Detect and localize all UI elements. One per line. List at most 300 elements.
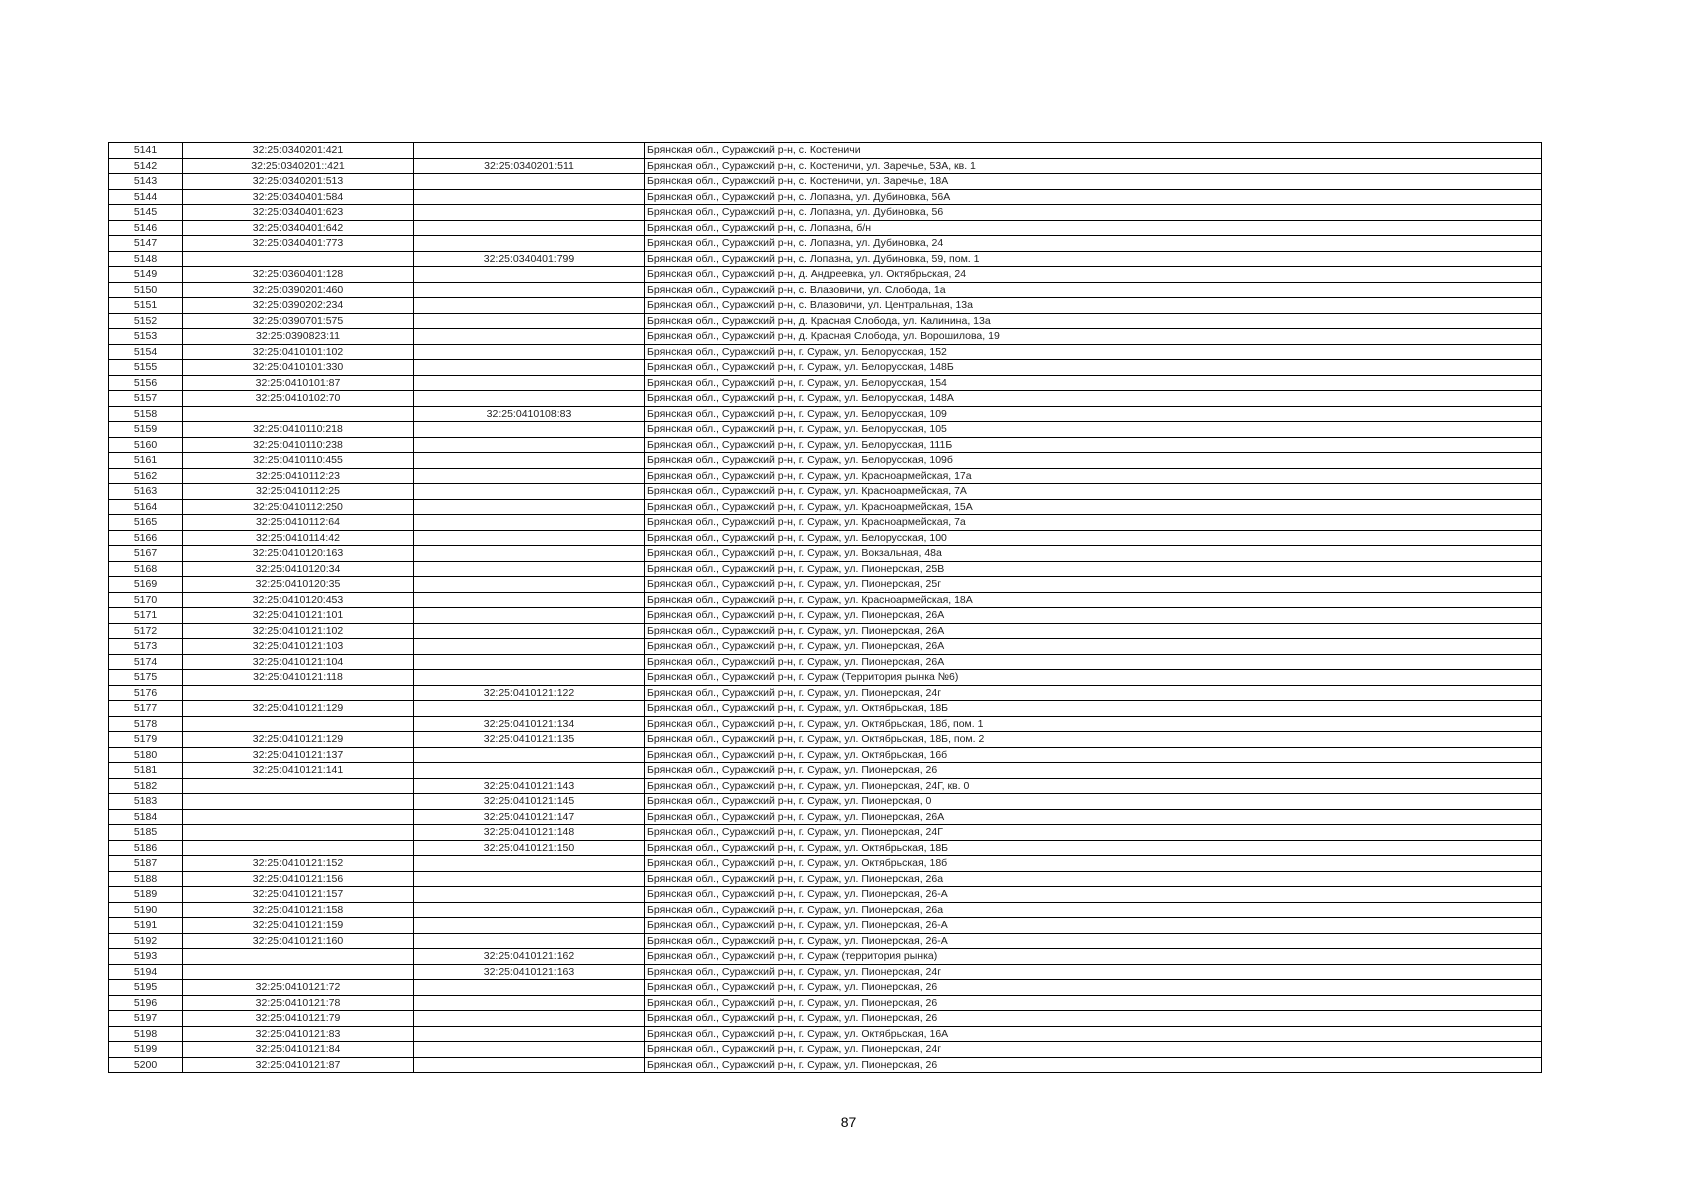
- address-cell: Брянская обл., Суражский р-н, г. Сураж, ул. Пионерская, 26-А: [645, 933, 1542, 949]
- row-number-cell: 5160: [109, 437, 183, 453]
- cadastral-number-cell: [183, 949, 414, 965]
- related-cadastral-number-cell: [414, 143, 645, 159]
- related-cadastral-number-cell: [414, 236, 645, 252]
- cadastral-number-cell: [183, 794, 414, 810]
- cadastral-number-cell: 32:25:0410112:23: [183, 468, 414, 484]
- cadastral-number-cell: 32:25:0410121:129: [183, 732, 414, 748]
- address-cell: Брянская обл., Суражский р-н, с. Лопазна, б/н: [645, 220, 1542, 236]
- row-number-cell: 5183: [109, 794, 183, 810]
- cadastral-number-cell: [183, 406, 414, 422]
- table-row: [109, 794, 1542, 810]
- related-cadastral-number-cell: [414, 329, 645, 345]
- table-row: [109, 1042, 1542, 1058]
- table-row: [109, 685, 1542, 701]
- cadastral-number-cell: 32:25:0410121:101: [183, 608, 414, 624]
- row-number-cell: 5141: [109, 143, 183, 159]
- row-number-cell: 5152: [109, 313, 183, 329]
- row-number-cell: 5158: [109, 406, 183, 422]
- table-row: [109, 918, 1542, 934]
- related-cadastral-number-cell: [414, 189, 645, 205]
- table-row: [109, 856, 1542, 872]
- related-cadastral-number-cell: [414, 530, 645, 546]
- cadastral-number-cell: 32:25:0410121:160: [183, 933, 414, 949]
- related-cadastral-number-cell: [414, 360, 645, 376]
- table-row: [109, 468, 1542, 484]
- cadastral-number-cell: [183, 716, 414, 732]
- cadastral-number-cell: 32:25:0410120:35: [183, 577, 414, 593]
- address-cell: Брянская обл., Суражский р-н, г. Сураж, ул. Вокзальная, 48а: [645, 546, 1542, 562]
- address-cell: Брянская обл., Суражский р-н, г. Сураж, ул. Белорусская, 105: [645, 422, 1542, 438]
- related-cadastral-number-cell: 32:25:0410121:143: [414, 778, 645, 794]
- row-number-cell: 5173: [109, 639, 183, 655]
- row-number-cell: 5147: [109, 236, 183, 252]
- cadastral-number-cell: 32:25:0410121:141: [183, 763, 414, 779]
- cadastral-number-cell: 32:25:0340201:513: [183, 174, 414, 190]
- address-cell: Брянская обл., Суражский р-н, г. Сураж, ул. Октябрьская, 16б: [645, 747, 1542, 763]
- table-row: [109, 592, 1542, 608]
- row-number-cell: 5162: [109, 468, 183, 484]
- address-cell: Брянская обл., Суражский р-н, г. Сураж, ул. Красноармейская, 17а: [645, 468, 1542, 484]
- table-row: [109, 515, 1542, 531]
- row-number-cell: 5191: [109, 918, 183, 934]
- table-row: [109, 949, 1542, 965]
- cadastral-number-cell: 32:25:0410102:70: [183, 391, 414, 407]
- address-cell: Брянская обл., Суражский р-н, г. Сураж, ул. Белорусская, 111Б: [645, 437, 1542, 453]
- table-row: [109, 236, 1542, 252]
- cadastral-number-cell: 32:25:0410121:78: [183, 995, 414, 1011]
- row-number-cell: 5200: [109, 1057, 183, 1073]
- row-number-cell: 5157: [109, 391, 183, 407]
- related-cadastral-number-cell: 32:25:0340401:799: [414, 251, 645, 267]
- address-cell: Брянская обл., Суражский р-н, г. Сураж, ул. Белорусская, 152: [645, 344, 1542, 360]
- cadastral-number-cell: 32:25:0390823:11: [183, 329, 414, 345]
- cadastral-number-cell: 32:25:0360401:128: [183, 267, 414, 283]
- related-cadastral-number-cell: 32:25:0410121:148: [414, 825, 645, 841]
- address-cell: Брянская обл., Суражский р-н, г. Сураж, ул. Белорусская, 148А: [645, 391, 1542, 407]
- address-cell: Брянская обл., Суражский р-н, г. Сураж, ул. Октябрьская, 18б: [645, 856, 1542, 872]
- cadastral-number-cell: 32:25:0410121:152: [183, 856, 414, 872]
- cadastral-number-cell: 32:25:0410121:83: [183, 1026, 414, 1042]
- table-row: [109, 1057, 1542, 1073]
- table-row: [109, 887, 1542, 903]
- table-row: [109, 158, 1542, 174]
- row-number-cell: 5185: [109, 825, 183, 841]
- cadastral-number-cell: 32:25:0390701:575: [183, 313, 414, 329]
- row-number-cell: 5166: [109, 530, 183, 546]
- related-cadastral-number-cell: [414, 902, 645, 918]
- address-cell: Брянская обл., Суражский р-н, г. Сураж, ул. Красноармейская, 18А: [645, 592, 1542, 608]
- related-cadastral-number-cell: [414, 654, 645, 670]
- address-cell: Брянская обл., Суражский р-н, г. Сураж, ул. Пионерская, 24Г: [645, 825, 1542, 841]
- cadastral-number-cell: 32:25:0410112:25: [183, 484, 414, 500]
- row-number-cell: 5184: [109, 809, 183, 825]
- address-cell: Брянская обл., Суражский р-н, г. Сураж, ул. Пионерская, 26: [645, 1011, 1542, 1027]
- table-row: [109, 391, 1542, 407]
- cadastral-number-cell: 32:25:0340401:584: [183, 189, 414, 205]
- table-row: [109, 406, 1542, 422]
- related-cadastral-number-cell: [414, 1042, 645, 1058]
- table-row: [109, 840, 1542, 856]
- cadastral-number-cell: 32:25:0410120:34: [183, 561, 414, 577]
- address-cell: Брянская обл., Суражский р-н, г. Сураж, ул. Белорусская, 100: [645, 530, 1542, 546]
- related-cadastral-number-cell: [414, 267, 645, 283]
- row-number-cell: 5181: [109, 763, 183, 779]
- table-row: [109, 732, 1542, 748]
- row-number-cell: 5164: [109, 499, 183, 515]
- address-cell: Брянская обл., Суражский р-н, с. Лопазна, ул. Дубиновка, 56А: [645, 189, 1542, 205]
- related-cadastral-number-cell: [414, 375, 645, 391]
- address-cell: Брянская обл., Суражский р-н, г. Сураж, ул. Пионерская, 26А: [645, 654, 1542, 670]
- related-cadastral-number-cell: [414, 313, 645, 329]
- related-cadastral-number-cell: [414, 623, 645, 639]
- table-row: [109, 577, 1542, 593]
- row-number-cell: 5174: [109, 654, 183, 670]
- row-number-cell: 5180: [109, 747, 183, 763]
- row-number-cell: 5169: [109, 577, 183, 593]
- address-cell: Брянская обл., Суражский р-н, г. Сураж, ул. Белорусская, 109б: [645, 453, 1542, 469]
- address-cell: Брянская обл., Суражский р-н, с. Лопазна, ул. Дубиновка, 24: [645, 236, 1542, 252]
- table-row: [109, 453, 1542, 469]
- address-cell: Брянская обл., Суражский р-н, д. Красная Слобода, ул. Калинина, 13а: [645, 313, 1542, 329]
- cadastral-number-cell: [183, 685, 414, 701]
- row-number-cell: 5149: [109, 267, 183, 283]
- related-cadastral-number-cell: [414, 577, 645, 593]
- address-cell: Брянская обл., Суражский р-н, с. Костеничи, ул. Заречье, 53А, кв. 1: [645, 158, 1542, 174]
- related-cadastral-number-cell: [414, 561, 645, 577]
- related-cadastral-number-cell: [414, 1011, 645, 1027]
- row-number-cell: 5145: [109, 205, 183, 221]
- address-cell: Брянская обл., Суражский р-н, с. Костеничи, ул. Заречье, 18А: [645, 174, 1542, 190]
- table-row: [109, 360, 1542, 376]
- row-number-cell: 5176: [109, 685, 183, 701]
- address-cell: Брянская обл., Суражский р-н, г. Сураж, ул. Октябрьская, 18б, пом. 1: [645, 716, 1542, 732]
- cadastral-number-cell: 32:25:0410121:104: [183, 654, 414, 670]
- cadastral-number-cell: 32:25:0410110:218: [183, 422, 414, 438]
- row-number-cell: 5143: [109, 174, 183, 190]
- table-row: [109, 825, 1542, 841]
- related-cadastral-number-cell: 32:25:0340201:511: [414, 158, 645, 174]
- address-cell: Брянская обл., Суражский р-н, г. Сураж, ул. Октябрьская, 16А: [645, 1026, 1542, 1042]
- related-cadastral-number-cell: [414, 1026, 645, 1042]
- related-cadastral-number-cell: [414, 980, 645, 996]
- row-number-cell: 5196: [109, 995, 183, 1011]
- cadastral-number-cell: 32:25:0410112:250: [183, 499, 414, 515]
- table-row: [109, 561, 1542, 577]
- table-row: [109, 499, 1542, 515]
- table-row: [109, 298, 1542, 314]
- address-cell: Брянская обл., Суражский р-н, г. Сураж, ул. Пионерская, 26-А: [645, 918, 1542, 934]
- row-number-cell: 5197: [109, 1011, 183, 1027]
- related-cadastral-number-cell: [414, 933, 645, 949]
- address-cell: Брянская обл., Суражский р-н, г. Сураж, ул. Пионерская, 24г: [645, 1042, 1542, 1058]
- table-row: [109, 251, 1542, 267]
- related-cadastral-number-cell: 32:25:0410121:163: [414, 964, 645, 980]
- row-number-cell: 5193: [109, 949, 183, 965]
- table-row: [109, 964, 1542, 980]
- cadastral-number-cell: 32:25:0410110:455: [183, 453, 414, 469]
- address-cell: Брянская обл., Суражский р-н, г. Сураж, ул. Пионерская, 25г: [645, 577, 1542, 593]
- row-number-cell: 5199: [109, 1042, 183, 1058]
- address-cell: Брянская обл., Суражский р-н, г. Сураж (территория рынка): [645, 949, 1542, 965]
- related-cadastral-number-cell: [414, 484, 645, 500]
- cadastral-number-cell: [183, 778, 414, 794]
- address-cell: Брянская обл., Суражский р-н, г. Сураж, ул. Октябрьская, 18Б: [645, 840, 1542, 856]
- row-number-cell: 5187: [109, 856, 183, 872]
- cadastral-number-cell: 32:25:0410121:118: [183, 670, 414, 686]
- address-cell: Брянская обл., Суражский р-н, д. Андреевка, ул. Октябрьская, 24: [645, 267, 1542, 283]
- address-cell: Брянская обл., Суражский р-н, г. Сураж, ул. Пионерская, 26А: [645, 809, 1542, 825]
- address-cell: Брянская обл., Суражский р-н, г. Сураж, ул. Пионерская, 26А: [645, 639, 1542, 655]
- cadastral-number-cell: 32:25:0410114:42: [183, 530, 414, 546]
- row-number-cell: 5178: [109, 716, 183, 732]
- address-cell: Брянская обл., Суражский р-н, г. Сураж, ул. Белорусская, 148Б: [645, 360, 1542, 376]
- cadastral-number-cell: 32:25:0410121:79: [183, 1011, 414, 1027]
- row-number-cell: 5170: [109, 592, 183, 608]
- address-cell: Брянская обл., Суражский р-н, г. Сураж, ул. Пионерская, 26-А: [645, 887, 1542, 903]
- address-cell: Брянская обл., Суражский р-н, г. Сураж, ул. Пионерская, 26а: [645, 871, 1542, 887]
- related-cadastral-number-cell: [414, 220, 645, 236]
- row-number-cell: 5198: [109, 1026, 183, 1042]
- table-row: [109, 484, 1542, 500]
- cadastral-number-cell: 32:25:0410121:72: [183, 980, 414, 996]
- registry-table: [108, 142, 1542, 1073]
- address-cell: Брянская обл., Суражский р-н, г. Сураж, ул. Октябрьская, 18Б: [645, 701, 1542, 717]
- related-cadastral-number-cell: [414, 174, 645, 190]
- table-row: [109, 282, 1542, 298]
- cadastral-number-cell: [183, 825, 414, 841]
- related-cadastral-number-cell: 32:25:0410121:145: [414, 794, 645, 810]
- row-number-cell: 5179: [109, 732, 183, 748]
- cadastral-number-cell: 32:25:0410121:157: [183, 887, 414, 903]
- cadastral-number-cell: 32:25:0410120:163: [183, 546, 414, 562]
- row-number-cell: 5188: [109, 871, 183, 887]
- table-row: [109, 143, 1542, 159]
- address-cell: Брянская обл., Суражский р-н, д. Красная Слобода, ул. Ворошилова, 19: [645, 329, 1542, 345]
- cadastral-number-cell: [183, 964, 414, 980]
- address-cell: Брянская обл., Суражский р-н, г. Сураж, ул. Пионерская, 26: [645, 1057, 1542, 1073]
- row-number-cell: 5150: [109, 282, 183, 298]
- row-number-cell: 5175: [109, 670, 183, 686]
- table-row: [109, 871, 1542, 887]
- address-cell: Брянская обл., Суражский р-н, г. Сураж, ул. Пионерская, 26: [645, 980, 1542, 996]
- table-row: [109, 437, 1542, 453]
- table-row: [109, 778, 1542, 794]
- cadastral-number-cell: [183, 809, 414, 825]
- row-number-cell: 5163: [109, 484, 183, 500]
- row-number-cell: 5153: [109, 329, 183, 345]
- row-number-cell: 5189: [109, 887, 183, 903]
- table-row: [109, 189, 1542, 205]
- related-cadastral-number-cell: [414, 701, 645, 717]
- table-row: [109, 375, 1542, 391]
- table-row: [109, 654, 1542, 670]
- cadastral-number-cell: 32:25:0340401:773: [183, 236, 414, 252]
- related-cadastral-number-cell: [414, 856, 645, 872]
- address-cell: Брянская обл., Суражский р-н, г. Сураж, ул. Пионерская, 26А: [645, 623, 1542, 639]
- related-cadastral-number-cell: 32:25:0410121:134: [414, 716, 645, 732]
- related-cadastral-number-cell: [414, 499, 645, 515]
- related-cadastral-number-cell: [414, 515, 645, 531]
- row-number-cell: 5148: [109, 251, 183, 267]
- table-row: [109, 1011, 1542, 1027]
- cadastral-number-cell: [183, 251, 414, 267]
- related-cadastral-number-cell: [414, 592, 645, 608]
- row-number-cell: 5182: [109, 778, 183, 794]
- table-row: [109, 174, 1542, 190]
- row-number-cell: 5194: [109, 964, 183, 980]
- related-cadastral-number-cell: [414, 608, 645, 624]
- row-number-cell: 5165: [109, 515, 183, 531]
- cadastral-number-cell: 32:25:0390201:460: [183, 282, 414, 298]
- row-number-cell: 5192: [109, 933, 183, 949]
- address-cell: Брянская обл., Суражский р-н, г. Сураж, ул. Пионерская, 26а: [645, 902, 1542, 918]
- cadastral-number-cell: 32:25:0410121:156: [183, 871, 414, 887]
- related-cadastral-number-cell: [414, 468, 645, 484]
- related-cadastral-number-cell: 32:25:0410121:135: [414, 732, 645, 748]
- table-row: [109, 809, 1542, 825]
- table-row: [109, 313, 1542, 329]
- related-cadastral-number-cell: [414, 298, 645, 314]
- address-cell: Брянская обл., Суражский р-н, г. Сураж, ул. Пионерская, 0: [645, 794, 1542, 810]
- address-cell: Брянская обл., Суражский р-н, г. Сураж, ул. Пионерская, 26: [645, 763, 1542, 779]
- cadastral-number-cell: 32:25:0340201::421: [183, 158, 414, 174]
- table-row: [109, 608, 1542, 624]
- row-number-cell: 5195: [109, 980, 183, 996]
- cadastral-number-cell: 32:25:0410121:129: [183, 701, 414, 717]
- row-number-cell: 5168: [109, 561, 183, 577]
- address-cell: Брянская обл., Суражский р-н, с. Лопазна, ул. Дубиновка, 59, пом. 1: [645, 251, 1542, 267]
- cadastral-number-cell: 32:25:0410121:87: [183, 1057, 414, 1073]
- address-cell: Брянская обл., Суражский р-н, с. Влазовичи, ул. Центральная, 13а: [645, 298, 1542, 314]
- address-cell: Брянская обл., Суражский р-н, с. Костеничи: [645, 143, 1542, 159]
- related-cadastral-number-cell: [414, 763, 645, 779]
- related-cadastral-number-cell: 32:25:0410121:147: [414, 809, 645, 825]
- table-row: [109, 267, 1542, 283]
- cadastral-number-cell: 32:25:0410121:137: [183, 747, 414, 763]
- cadastral-number-cell: 32:25:0410121:102: [183, 623, 414, 639]
- table-row: [109, 933, 1542, 949]
- related-cadastral-number-cell: [414, 995, 645, 1011]
- row-number-cell: 5167: [109, 546, 183, 562]
- address-cell: Брянская обл., Суражский р-н, г. Сураж, ул. Пионерская, 24г: [645, 685, 1542, 701]
- cadastral-number-cell: 32:25:0410112:64: [183, 515, 414, 531]
- related-cadastral-number-cell: 32:25:0410121:162: [414, 949, 645, 965]
- cadastral-number-cell: 32:25:0340401:623: [183, 205, 414, 221]
- address-cell: Брянская обл., Суражский р-н, г. Сураж (Территория рынка №6): [645, 670, 1542, 686]
- related-cadastral-number-cell: [414, 437, 645, 453]
- row-number-cell: 5142: [109, 158, 183, 174]
- row-number-cell: 5186: [109, 840, 183, 856]
- address-cell: Брянская обл., Суражский р-н, г. Сураж, ул. Пионерская, 25В: [645, 561, 1542, 577]
- cadastral-number-cell: 32:25:0410121:159: [183, 918, 414, 934]
- table-row: [109, 995, 1542, 1011]
- table-row: [109, 530, 1542, 546]
- cadastral-number-cell: [183, 840, 414, 856]
- row-number-cell: 5190: [109, 902, 183, 918]
- table-row: [109, 639, 1542, 655]
- address-cell: Брянская обл., Суражский р-н, г. Сураж, ул. Пионерская, 24Г, кв. 0: [645, 778, 1542, 794]
- table-row: [109, 220, 1542, 236]
- address-cell: Брянская обл., Суражский р-н, г. Сураж, ул. Красноармейская, 7а: [645, 515, 1542, 531]
- cadastral-number-cell: 32:25:0340201:421: [183, 143, 414, 159]
- address-cell: Брянская обл., Суражский р-н, г. Сураж, ул. Белорусская, 154: [645, 375, 1542, 391]
- address-cell: Брянская обл., Суражский р-н, г. Сураж, ул. Пионерская, 26: [645, 995, 1542, 1011]
- related-cadastral-number-cell: [414, 871, 645, 887]
- related-cadastral-number-cell: 32:25:0410121:150: [414, 840, 645, 856]
- registry-rows: [109, 143, 1542, 1073]
- related-cadastral-number-cell: [414, 639, 645, 655]
- table-row: [109, 763, 1542, 779]
- row-number-cell: 5151: [109, 298, 183, 314]
- row-number-cell: 5161: [109, 453, 183, 469]
- table-row: [109, 980, 1542, 996]
- cadastral-number-cell: 32:25:0410121:84: [183, 1042, 414, 1058]
- cadastral-number-cell: 32:25:0410101:87: [183, 375, 414, 391]
- table-row: [109, 1026, 1542, 1042]
- related-cadastral-number-cell: [414, 282, 645, 298]
- related-cadastral-number-cell: [414, 205, 645, 221]
- related-cadastral-number-cell: [414, 918, 645, 934]
- table-row: [109, 716, 1542, 732]
- address-cell: Брянская обл., Суражский р-н, г. Сураж, ул. Пионерская, 24г: [645, 964, 1542, 980]
- related-cadastral-number-cell: [414, 391, 645, 407]
- related-cadastral-number-cell: [414, 670, 645, 686]
- cadastral-number-cell: 32:25:0390202:234: [183, 298, 414, 314]
- related-cadastral-number-cell: 32:25:0410121:122: [414, 685, 645, 701]
- table-row: [109, 670, 1542, 686]
- row-number-cell: 5155: [109, 360, 183, 376]
- address-cell: Брянская обл., Суражский р-н, с. Лопазна, ул. Дубиновка, 56: [645, 205, 1542, 221]
- related-cadastral-number-cell: [414, 344, 645, 360]
- table-row: [109, 902, 1542, 918]
- page-number: 87: [840, 1114, 857, 1130]
- related-cadastral-number-cell: 32:25:0410108:83: [414, 406, 645, 422]
- row-number-cell: 5172: [109, 623, 183, 639]
- table-row: [109, 329, 1542, 345]
- cadastral-number-cell: 32:25:0410121:103: [183, 639, 414, 655]
- row-number-cell: 5156: [109, 375, 183, 391]
- table-row: [109, 344, 1542, 360]
- row-number-cell: 5171: [109, 608, 183, 624]
- table-row: [109, 205, 1542, 221]
- address-cell: Брянская обл., Суражский р-н, г. Сураж, ул. Красноармейская, 7А: [645, 484, 1542, 500]
- related-cadastral-number-cell: [414, 887, 645, 903]
- cadastral-number-cell: 32:25:0410110:238: [183, 437, 414, 453]
- table-row: [109, 546, 1542, 562]
- address-cell: Брянская обл., Суражский р-н, с. Влазовичи, ул. Слобода, 1а: [645, 282, 1542, 298]
- cadastral-number-cell: 32:25:0410120:453: [183, 592, 414, 608]
- address-cell: Брянская обл., Суражский р-н, г. Сураж, ул. Красноармейская, 15А: [645, 499, 1542, 515]
- cadastral-number-cell: 32:25:0410101:102: [183, 344, 414, 360]
- row-number-cell: 5144: [109, 189, 183, 205]
- row-number-cell: 5154: [109, 344, 183, 360]
- cadastral-number-cell: 32:25:0410101:330: [183, 360, 414, 376]
- cadastral-number-cell: 32:25:0340401:642: [183, 220, 414, 236]
- address-cell: Брянская обл., Суражский р-н, г. Сураж, ул. Октябрьская, 18Б, пом. 2: [645, 732, 1542, 748]
- address-cell: Брянская обл., Суражский р-н, г. Сураж, ул. Белорусская, 109: [645, 406, 1542, 422]
- related-cadastral-number-cell: [414, 422, 645, 438]
- table-row: [109, 422, 1542, 438]
- row-number-cell: 5146: [109, 220, 183, 236]
- row-number-cell: 5177: [109, 701, 183, 717]
- cadastral-number-cell: 32:25:0410121:158: [183, 902, 414, 918]
- table-row: [109, 747, 1542, 763]
- related-cadastral-number-cell: [414, 747, 645, 763]
- row-number-cell: 5159: [109, 422, 183, 438]
- table-row: [109, 623, 1542, 639]
- related-cadastral-number-cell: [414, 1057, 645, 1073]
- related-cadastral-number-cell: [414, 453, 645, 469]
